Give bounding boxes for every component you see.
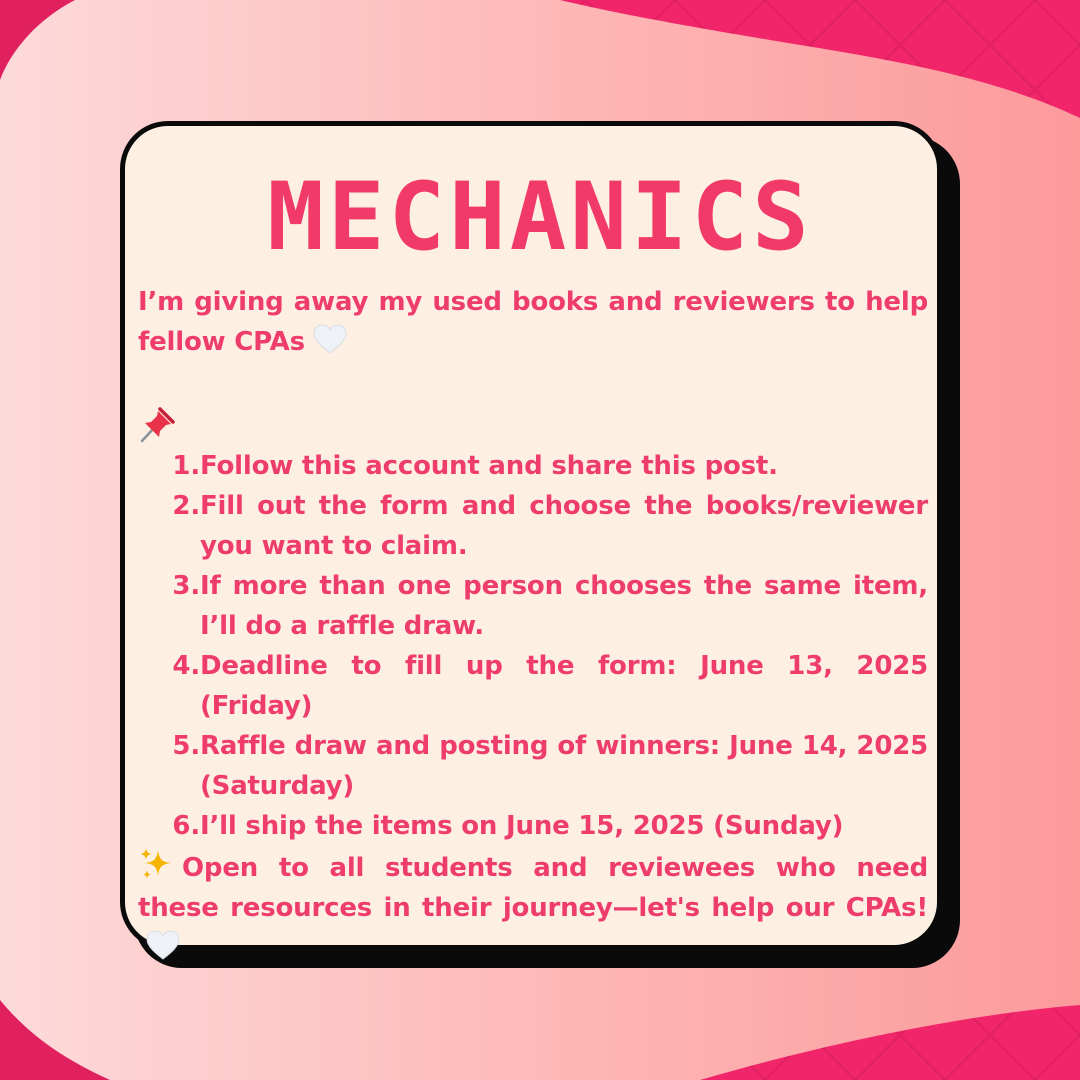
step-text: Raffle draw and posting of winners: June 14, 2025 (Saturday) [200,731,928,801]
steps-list [138,446,928,846]
step-number: 5. [172,731,200,761]
step-number: 6. [172,811,200,841]
list-item [138,446,928,486]
step-number: 2. [172,491,200,521]
pin-row [138,406,928,446]
step-text: Fill out the form and choose the books/reviewer you want to claim. [200,491,928,561]
step-text: I’ll ship the items on June 15, 2025 (Sunday) [200,811,844,841]
intro-text: I’m giving away my used books and reviewers to help fellow CPAs [138,287,928,357]
closing-text: Open to all students and reviewees who need these resources in their journey—let's help our CPAs! [138,853,928,923]
step-number: 4. [172,651,200,681]
list-item [138,646,928,726]
step-text: Deadline to fill up the form: June 13, 2025 (Friday) [200,651,928,721]
step-text: If more than one person chooses the same item, I’ll do a raffle draw. [200,571,928,641]
step-number: 3. [172,571,200,601]
list-item [138,726,928,806]
sparkles-icon [138,846,174,882]
pushpin-icon [138,406,176,444]
white-heart-icon [313,324,347,354]
step-number: 1. [172,451,200,481]
step-text: Follow this account and share this post. [200,451,778,481]
list-item [138,806,928,846]
list-item [138,566,928,646]
card-content [138,282,928,968]
page-title: MECHANICS [267,163,813,272]
white-heart-icon [146,930,180,960]
closing-paragraph [138,846,928,968]
list-item [138,486,928,566]
intro-paragraph [138,282,928,362]
